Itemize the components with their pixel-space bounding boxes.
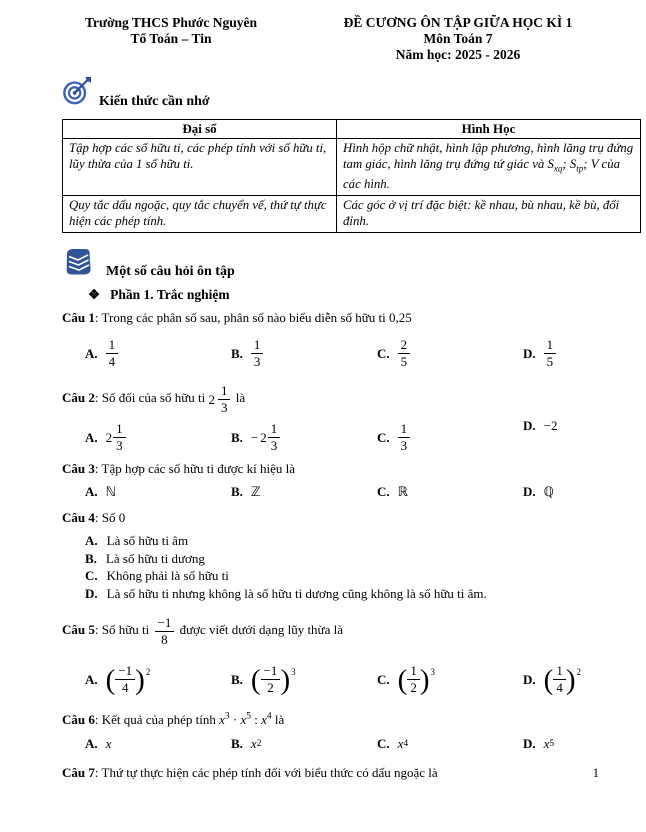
option: A. ( $\frac{-1}{4}$ ) 2 xyxy=(85,663,151,696)
diamond-bullet-icon: ❖ xyxy=(88,287,101,303)
school-year: Năm học: 2025 - 2026 xyxy=(395,47,521,62)
subject-line: Môn Toán 7 xyxy=(423,31,493,46)
table-row xyxy=(63,139,641,196)
option: C. ℝ xyxy=(377,483,408,499)
option: D. Là số hữu ti nhưng không là số hữu ti dương cũng không là số hữu ti âm. xyxy=(85,585,487,601)
option: A. Là số hữu ti âm xyxy=(85,533,189,549)
option: C. Không phải là số hữu ti xyxy=(85,568,229,584)
option: D. ( $\frac{1}{4}$ ) 2 xyxy=(523,663,581,696)
cell-geometry-2: Các góc ở vị trí đặc biệt: kề nhau, bù nhau, kề bù, đối đỉnh. xyxy=(337,196,641,233)
header-right-block xyxy=(324,15,592,63)
col-header-hinh-hoc: Hình Học xyxy=(337,120,641,139)
option: B. − 2 $\frac{1}{3}$ xyxy=(231,422,377,452)
col-header-dai-so: Đại số xyxy=(63,120,337,139)
option: B. Là số hữu ti dương xyxy=(85,550,205,566)
document-header xyxy=(0,0,646,63)
review-heading-label: Một số câu hỏi ôn tập xyxy=(106,264,235,280)
option: A. $\frac{1}{4}$ xyxy=(85,338,231,368)
question-1 xyxy=(62,309,638,374)
option: B. x 2 xyxy=(231,736,262,752)
question-6-options xyxy=(85,734,638,754)
option: A. ℕ xyxy=(85,483,117,499)
option: B. ( $\frac{-1}{2}$ ) 3 xyxy=(231,663,296,696)
page-number: 1 xyxy=(592,766,599,780)
books-icon xyxy=(62,247,94,281)
doc-title: ĐỀ CƯƠNG ÔN TẬP GIỮA HỌC KÌ 1 xyxy=(343,15,573,30)
question-4 xyxy=(62,509,638,602)
option: B. ℤ xyxy=(231,483,261,499)
option: D. −2 xyxy=(523,418,558,434)
option: C. x 4 xyxy=(377,736,409,752)
question-1-options xyxy=(85,332,638,374)
option: C. ( $\frac{1}{2}$ ) 3 xyxy=(377,663,435,696)
school-name: Trường THCS Phước Nguyên xyxy=(84,15,258,30)
option: D. x 5 xyxy=(523,736,555,752)
question-7 xyxy=(62,764,638,781)
question-3-options xyxy=(85,481,638,501)
question-5-statement: Câu 5: Số hữu ti $\frac{-1}{8}$ được viết dưới dạng lũy thừa là xyxy=(62,615,344,647)
question-3-statement: Câu 3: Tập hợp các số hữu ti được kí hiệu là xyxy=(62,461,296,477)
option: D. $\frac{1}{5}$ xyxy=(523,338,556,368)
knowledge-heading xyxy=(62,76,646,111)
target-icon xyxy=(62,76,92,111)
knowledge-heading-label: Kiến thức cần nhớ xyxy=(99,94,210,109)
question-1-statement: Câu 1: Trong các phân số sau, phân số nào biểu diễn số hữu ti 0,25 xyxy=(62,310,412,326)
part1-heading xyxy=(88,287,646,303)
option: D. ℚ xyxy=(523,483,554,499)
question-2-statement: Câu 2: Số đối của số hữu ti 2 $\frac{1}{3}$ là xyxy=(62,383,246,415)
question-3 xyxy=(62,460,638,501)
cell-geometry-1: Hình hộp chữ nhật, hình lập phương, hình lăng trụ đứng tam giác, hình lăng trụ đứng tứ giác và $S_{xq}$; $S_{tp}$; V của các hình. xyxy=(337,139,641,196)
question-6 xyxy=(62,711,638,754)
question-6-statement: Câu 6: Kết quả của phép tính $x^3 \cdot x^5$ : $x^4$ là xyxy=(62,711,285,727)
review-heading xyxy=(62,247,646,281)
option: C. $\frac{2}{5}$ xyxy=(377,338,523,368)
part1-title: Phần 1. Trắc nghiệm xyxy=(110,287,230,303)
table-header-row xyxy=(63,120,641,139)
question-7-statement: Câu 7: Thứ tự thực hiện các phép tính đối với biểu thức có dấu ngoặc là xyxy=(62,764,438,780)
question-2-options xyxy=(85,414,638,460)
question-4-statement: Câu 4: Số 0 xyxy=(62,510,126,526)
question-4-options xyxy=(85,532,638,602)
option: A. x xyxy=(85,736,112,752)
cell-algebra-1: Tập hợp các số hữu ti, các phép tính với số hữu ti, lũy thừa của 1 số hữu ti. xyxy=(63,139,337,196)
table-row xyxy=(63,196,641,233)
option: A. 2 $\frac{1}{3}$ xyxy=(85,422,231,452)
question-2 xyxy=(62,384,638,460)
knowledge-table xyxy=(62,119,641,233)
question-5 xyxy=(62,616,638,704)
option: B. $\frac{1}{3}$ xyxy=(231,338,377,368)
cell-algebra-2: Quy tắc dấu ngoặc, quy tắc chuyển vế, thứ tự thực hiện các phép tính. xyxy=(63,196,337,233)
department-name: Tổ Toán – Tin xyxy=(130,31,212,46)
question-5-options xyxy=(85,655,638,705)
header-left-block xyxy=(18,15,324,63)
option: C. $\frac{1}{3}$ xyxy=(377,422,523,452)
